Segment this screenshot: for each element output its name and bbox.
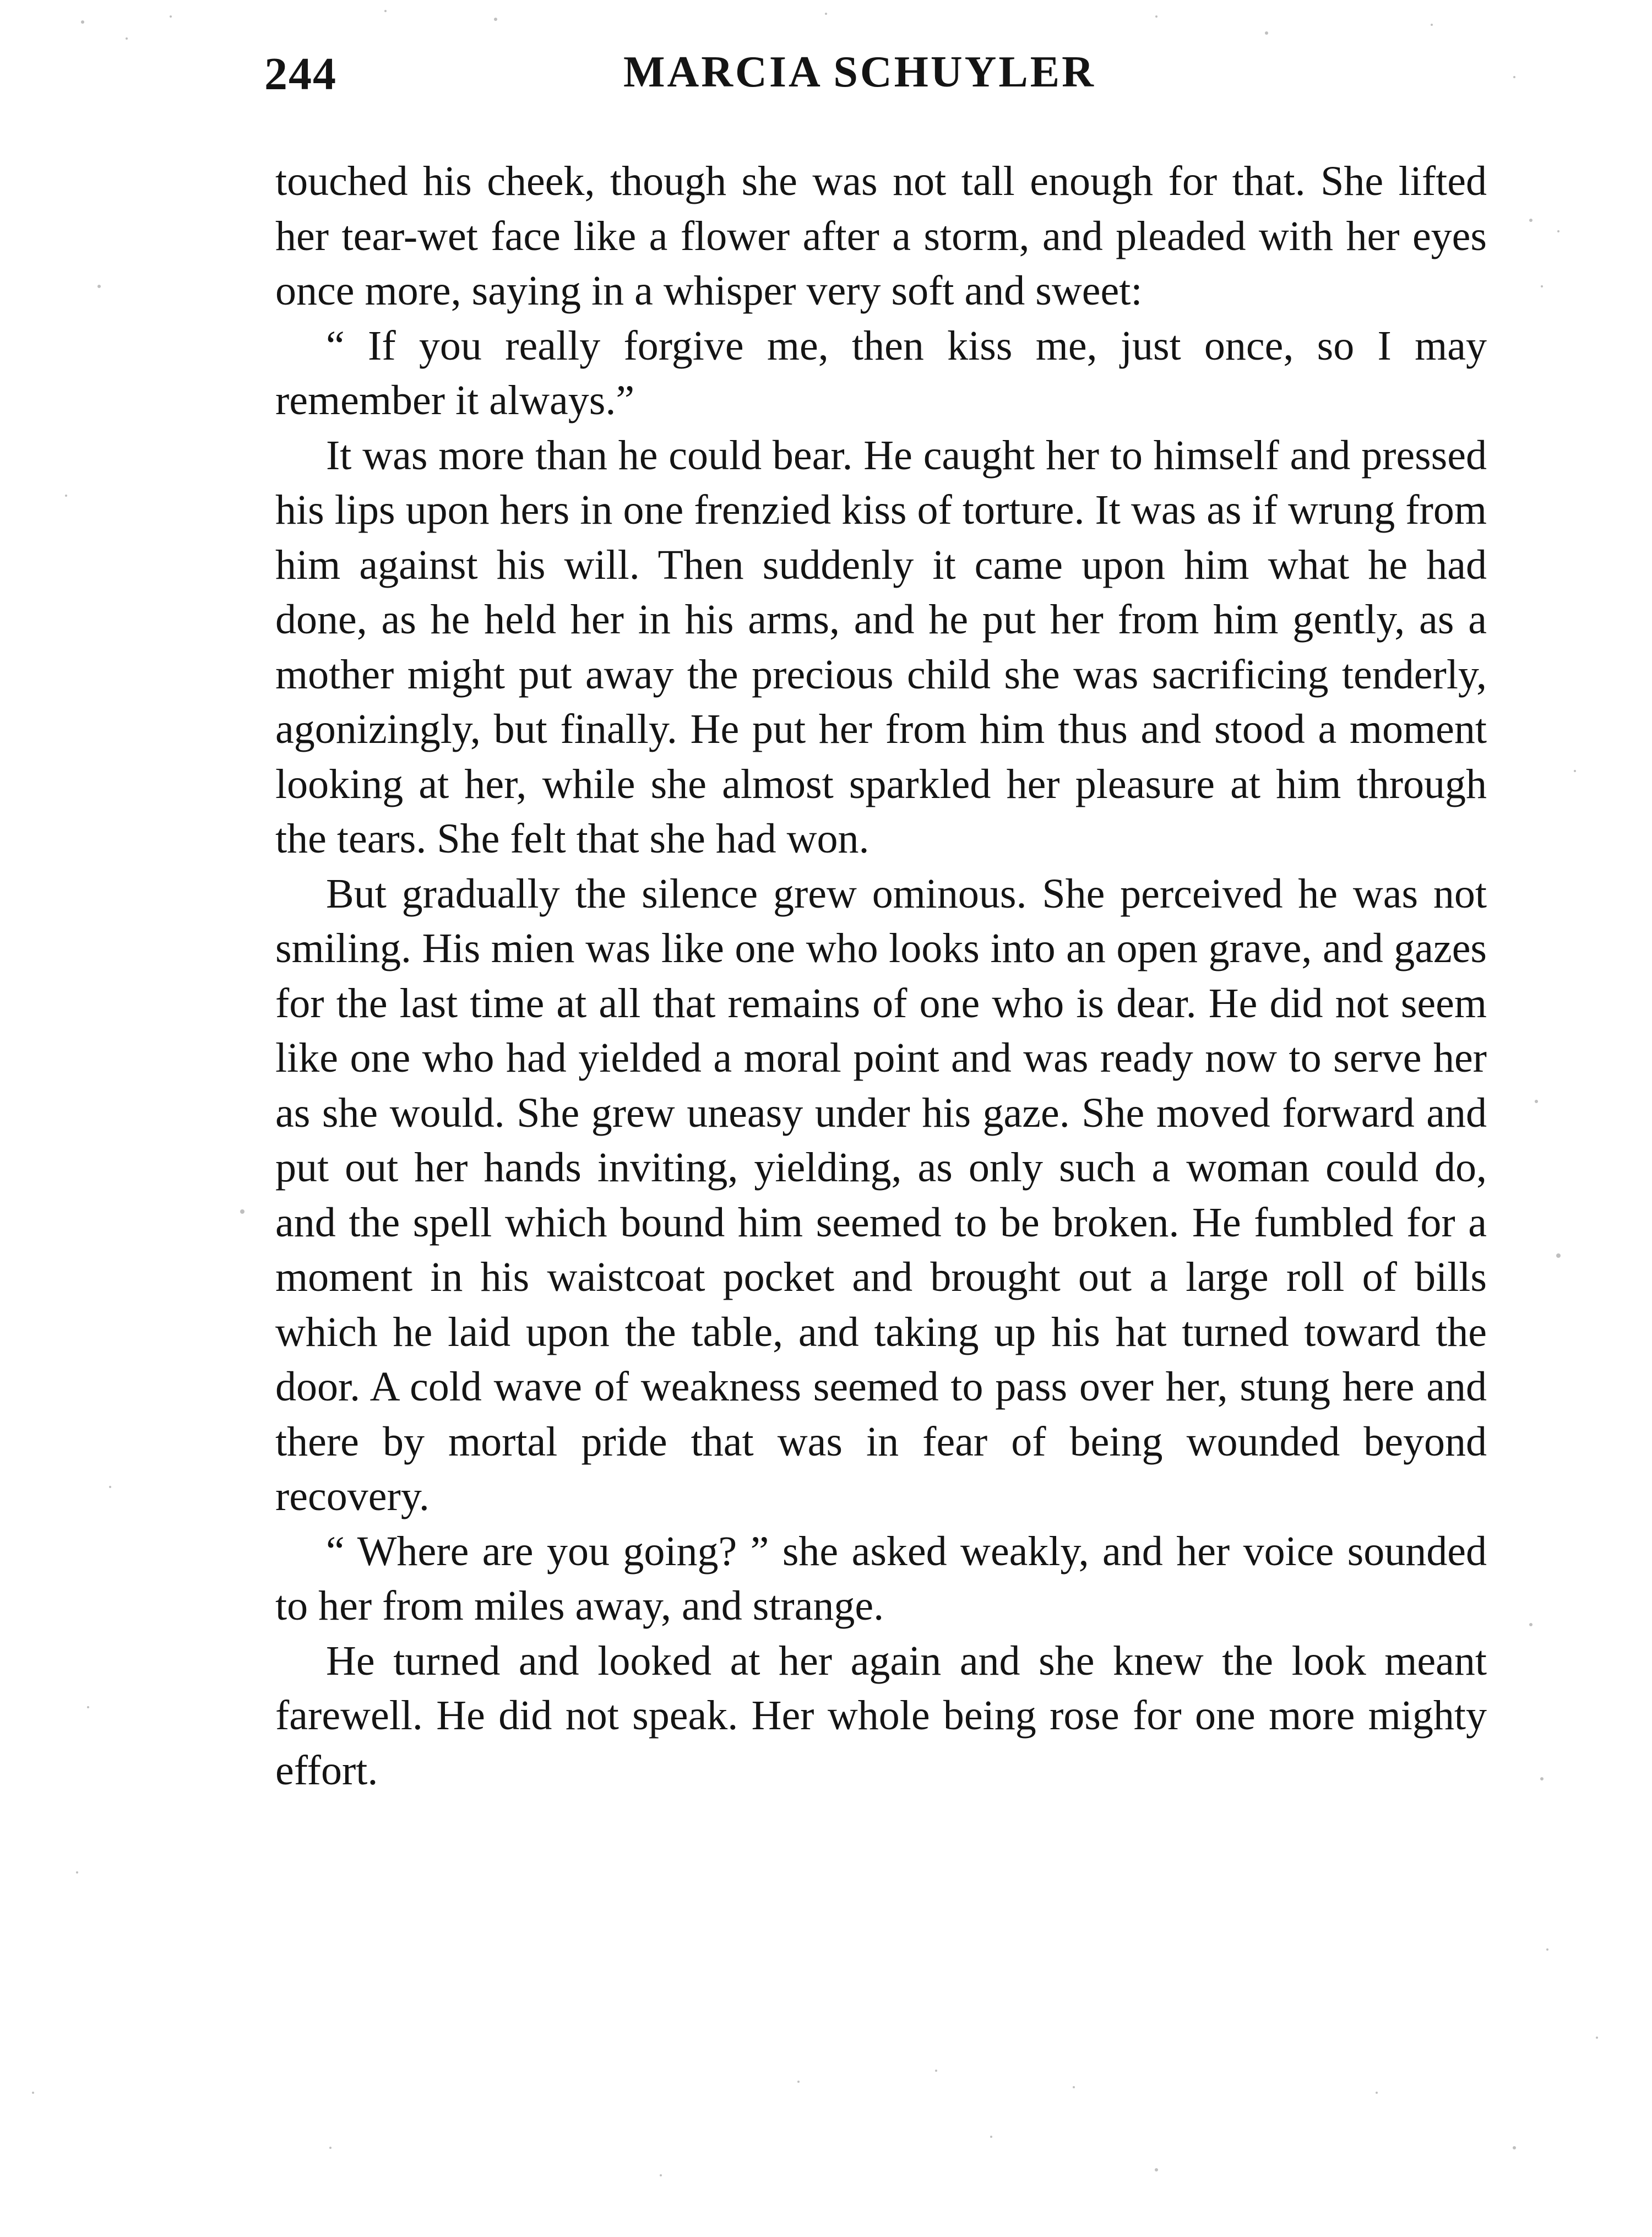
paragraph: “ Where are you going? ” she asked weakly, and her voice sounded to her from miles away, and strange. [275, 1528, 1487, 1629]
paragraph: “ If you really forgive me, then kiss me, just once, so I may remember it always.” [275, 322, 1487, 423]
body-text [275, 154, 1487, 1798]
paragraph: touched his cheek, though she was not tall enough for that. She lifted her tear-wet face like a flower after a storm, and pleaded with her eyes once more, saying in a whisper very soft and sweet: [275, 158, 1487, 314]
paragraph: He turned and looked at her again and she knew the look meant farewell. He did not speak. Her whole being rose for one more mighty effort. [275, 1637, 1487, 1794]
running-head: MARCIA SCHUYLER [623, 48, 1096, 96]
page-number: 244 [264, 48, 337, 100]
paragraph: But gradually the silence grew ominous. She perceived he was not smiling. His mien was like one who looks into an open grave, and gazes for the last time at all that remains of one who is dear. He did not seem like one who had yielded a moral point and was ready now to serve her as she would. She grew uneasy under his gaze. She moved forward and put out her hands inviting, yielding, as only such a woman could do, and the spell which bound him seemed to be broken. He fumbled for a moment in his waistcoat pocket and brought out a large roll of bills which he laid upon the table, and taking up his hat turned toward the door. A cold wave of weakness seemed to pass over her, stung here and there by mortal pride that was in fear of being wounded beyond recovery. [275, 870, 1487, 1519]
paragraph: It was more than he could bear. He caught her to himself and pressed his lips upon hers in one frenzied kiss of torture. It was as if wrung from him against his will. Then suddenly it came upon him what he had done, as he held her in his arms, and he put her from him gently, as a mother might put away the precious child she was sacrificing tenderly, agonizingly, but finally. He put her from him thus and stood a moment looking at her, while she almost sparkled her pleasure at him through the tears. She felt that she had won. [275, 432, 1487, 862]
page-header [264, 47, 1498, 113]
